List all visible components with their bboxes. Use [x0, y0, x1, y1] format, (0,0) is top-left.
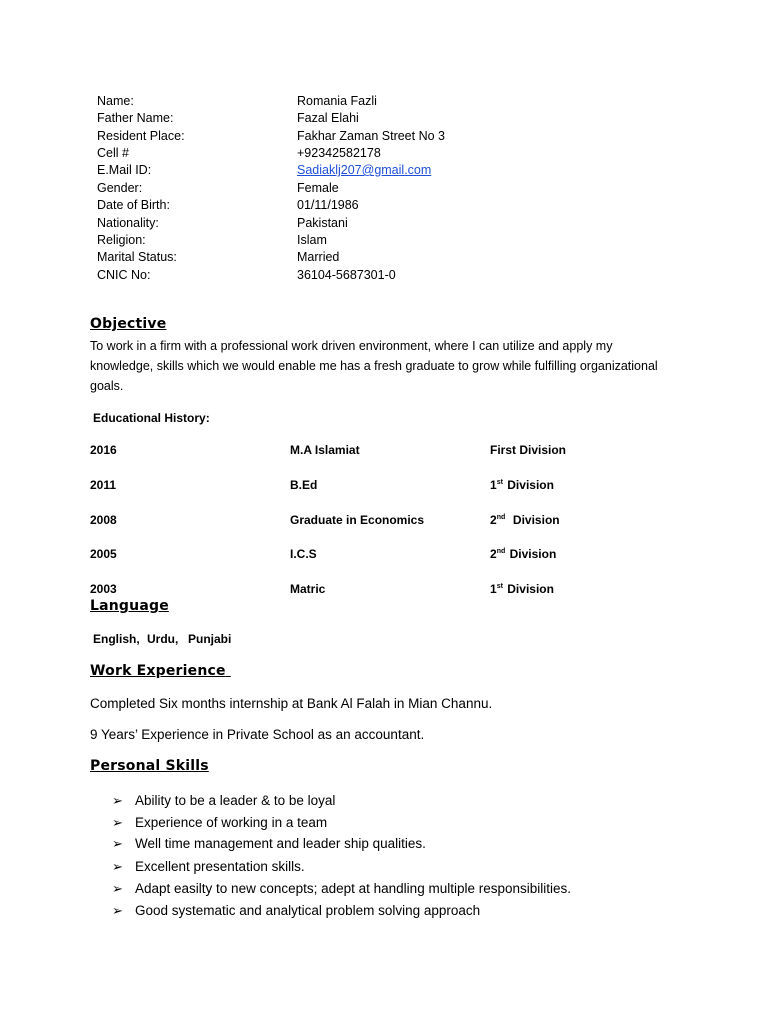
education-division: 1st Division	[490, 478, 554, 492]
gender-value: Female	[297, 181, 339, 195]
marital-status-value: Married	[297, 250, 340, 264]
language-item: Urdu,	[147, 632, 179, 646]
arrow-bullet-icon: ➢	[112, 836, 123, 851]
skill-item	[112, 881, 123, 897]
email-link[interactable]: Sadiaklj207@gmail.com	[297, 163, 432, 177]
skill-item	[112, 859, 123, 875]
objective-line: goals.	[90, 379, 124, 393]
language-heading: Language	[90, 598, 169, 614]
nationality-value: Pakistani	[297, 216, 348, 230]
arrow-bullet-icon: ➢	[112, 793, 123, 808]
skill-text: Adapt easilty to new concepts; adept at handling multiple responsibilities.	[135, 881, 572, 896]
education-year: 2008	[90, 513, 117, 527]
education-year: 2016	[90, 443, 117, 457]
nationality-label: Nationality:	[97, 216, 159, 230]
religion-label: Religion:	[97, 233, 146, 247]
skill-item	[112, 836, 123, 852]
objective-line: To work in a firm with a professional work driven environment, where I can utilize and apply my	[90, 339, 613, 353]
name-value: Romania Fazli	[297, 94, 377, 108]
education-degree: M.A Islamiat	[290, 443, 360, 457]
father-name-value: Fazal Elahi	[297, 111, 359, 125]
arrow-bullet-icon: ➢	[112, 859, 123, 874]
work-experience-heading: Work Experience	[90, 663, 226, 679]
skill-text: Good systematic and analytical problem solving approach	[135, 903, 481, 918]
skill-text: Excellent presentation skills.	[135, 859, 305, 874]
language-item: English,	[93, 632, 140, 646]
education-division: First Division	[490, 443, 567, 457]
skill-item	[112, 815, 123, 831]
resident-place-label: Resident Place:	[97, 129, 185, 143]
arrow-bullet-icon: ➢	[112, 881, 123, 896]
work-experience-item: Completed Six months internship at Bank Al Falah in Mian Channu.	[90, 696, 493, 711]
education-heading: Educational History:	[93, 411, 210, 425]
marital-status-label: Marital Status:	[97, 250, 177, 264]
education-degree: I.C.S	[290, 547, 317, 561]
skill-text: Ability to be a leader & to be loyal	[135, 793, 336, 808]
personal-skills-heading: Personal Skills	[90, 758, 209, 774]
cell-label: Cell #	[97, 146, 129, 160]
education-degree: Matric	[290, 582, 326, 596]
education-degree: Graduate in Economics	[290, 513, 425, 527]
resident-place-value: Fakhar Zaman Street No 3	[297, 129, 445, 143]
dob-label: Date of Birth:	[97, 198, 170, 212]
objective-line: knowledge, skills which we would enable me has a fresh graduate to grow while fulfilling organizational	[90, 359, 658, 373]
skill-item	[112, 793, 123, 809]
language-item: Punjabi	[188, 632, 232, 646]
objective-heading: Objective	[90, 316, 167, 332]
religion-value: Islam	[297, 233, 327, 247]
cell-value: +92342582178	[297, 146, 381, 160]
name-label: Name:	[97, 94, 134, 108]
email-label: E.Mail ID:	[97, 163, 152, 177]
skill-text: Well time management and leader ship qualities.	[135, 836, 426, 851]
education-year: 2005	[90, 547, 117, 561]
father-name-label: Father Name:	[97, 111, 174, 125]
education-degree: B.Ed	[290, 478, 318, 492]
cnic-label: CNIC No:	[97, 268, 151, 282]
gender-label: Gender:	[97, 181, 143, 195]
arrow-bullet-icon: ➢	[112, 815, 123, 830]
education-year: 2011	[90, 478, 117, 492]
education-division: 2nd Division	[490, 547, 557, 561]
education-year: 2003	[90, 582, 117, 596]
dob-value: 01/11/1986	[297, 198, 359, 212]
education-division: 2nd Division	[490, 513, 560, 527]
arrow-bullet-icon: ➢	[112, 903, 123, 918]
education-division: 1st Division	[490, 582, 554, 596]
cnic-value: 36104-5687301-0	[297, 268, 396, 282]
skill-item	[112, 903, 123, 919]
work-experience-item: 9 Years’ Experience in Private School as an accountant.	[90, 727, 425, 742]
skill-text: Experience of working in a team	[135, 815, 328, 830]
